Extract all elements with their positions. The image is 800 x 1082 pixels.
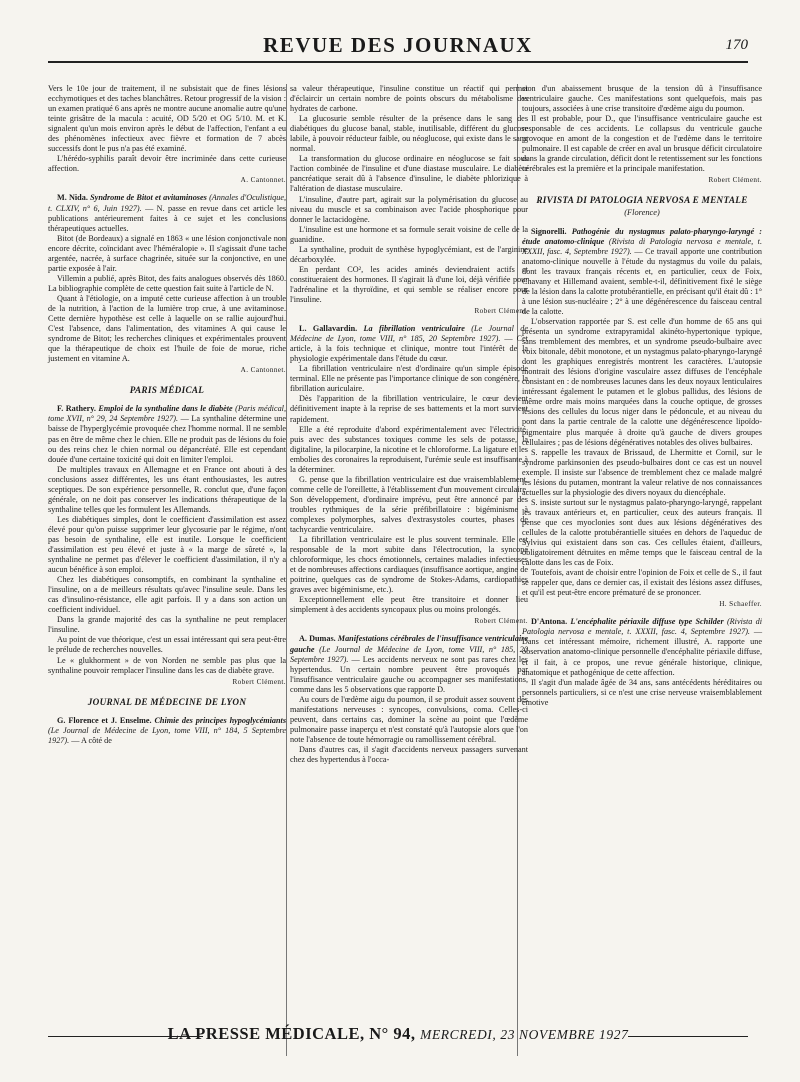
column-3 (522, 84, 762, 708)
paragraph: Toutefois, avant de choisir entre l'opinion de Foix et celle de S., il faut se rappeler que, dans ce dernier cas, il existait des lésions assez diffuses, et qu'il est peut-être encore prématuré de se prononcer. (522, 568, 762, 598)
article-abstract (48, 716, 286, 746)
paragraph: La fibrillation ventriculaire n'est d'ordinaire qu'un simple épisode terminal. Elle ne présente pas l'importance clinique de son congénère, la fibrillation auriculaire. (290, 364, 528, 394)
paragraph: Dans la grande majorité des cas la synthaline ne peut remplacer l'insuline. (48, 615, 286, 635)
article-abstract (48, 193, 286, 233)
article-source: (Rivista di Patologia nervosa e mentale, t. XXXII, fasc. 4, Septembre 1927). (522, 236, 762, 256)
article-source: (Annales d'Oculistique, t. CLXIV, n° 6, Juin 1927). (48, 193, 287, 213)
paragraph: De multiples travaux en Allemagne et en France ont abouti à des conclusions assez différentes, les uns étant enthousiastes, les autres sceptiques. De son expérience personnelle, R. conclut que, d'une façon générale, on ne doit pas conserver les indications thérapeutique de la synthaline telles que les formulent les Allemands. (48, 464, 286, 514)
section-heading: RIVISTA DI PATOLOGIA NERVOSA E MENTALE (536, 195, 748, 206)
article-title: La fibrillation ventriculaire (363, 324, 465, 334)
paragraph: Villemin a publié, après Bitot, des faits analogues observés dès 1860. La bibliographie complète de cette question fait suite à l'article de N. (48, 273, 286, 293)
signature: H. Schaeffer. (719, 600, 762, 609)
article-author: A. Dumas. (299, 634, 336, 644)
footer-journal: LA PRESSE MÉDICALE, N° 94, (167, 1024, 416, 1043)
article-source: (Paris médical, tome XVII, n° 29, 24 Septembre 1927). (48, 404, 286, 424)
paragraph: Les diabétiques simples, dont le coefficient d'assimilation est assez élevé pour qu'on puisse supprimer leur glycosurie par le régime, n'ont pas besoin de synthaline, elle est inutile. Lorsque le coefficient d'assimilation est peu élevé et juste à « la marge de sûreté », la synthaline ne permet pas d'élever le coefficient d'assimilation, il n'y a aucun bénéfice à son emploi. (48, 514, 286, 575)
article-author: Signorelli. (531, 226, 567, 236)
paragraph: Dès l'apparition de la fibrillation ventriculaire, le cœur devient définitivement inapte à la reprise de ses battements et la mort survient rapidement. (290, 394, 528, 424)
column-divider (286, 84, 287, 1056)
paragraph: Dans d'autres cas, il s'agit d'accidents nerveux passagers survenant chez des hypertendus à l'occa- (290, 745, 528, 765)
article-abstract (290, 634, 528, 694)
section-subheading: (Florence) (624, 207, 660, 217)
article-abstract (290, 324, 528, 364)
paragraph: Au cours de l'œdème aigu du poumon, il se produit assez souvent des manifestations nerveuses : syncopes, convulsions, coma. Celles-ci peuvent, dans certains cas, dominer la scène au point que l'œdème pulmonaire passe inaperçu et n'est constaté qu'à l'autopsie alors que l'on note l'absence de toute hémorragie ou ramollissement cérébral. (290, 694, 528, 744)
article-source: (Le Journal de Médecine de Lyon, tome VIII, n° 185, 20 Septembre 1927). (290, 324, 528, 344)
paragraph: L'insuline est une hormone et sa formule serait voisine de celle de la guanidine. (290, 224, 528, 244)
article-abstract (522, 617, 762, 677)
signature: Robert Clément. (708, 176, 762, 185)
paragraph: Il s'agit d'un malade âgée de 34 ans, sans antécédents héréditaires ou personnels particuliers, si ce n'est une crise nerveuse vraisemblablement émotive (522, 677, 762, 707)
article-source: (Rivista di Patologia nervosa e mentale, t. XXXII, fasc. 4, Septembre 1927). (522, 617, 762, 637)
article-title: L'encéphalite périaxile diffuse type Schilder (570, 617, 724, 627)
article-author: F. Rathery. (57, 404, 96, 414)
section-heading: JOURNAL DE MÉDECINE DE LYON (87, 696, 247, 707)
column-2 (290, 84, 528, 765)
article-author: G. Florence et J. Enselme. (57, 715, 152, 725)
paragraph: La fibrillation ventriculaire est le plus souvent terminale. Elle est responsable de la mort subite dans l'électrocution, la syncope chloroformique, les chocs émotionnels, certaines maladies infectieuses et de nombreuses affections cardiaques (insuffisance aortique, angine de poitrine, quelques cas de syndrome de Stokes-Adams, cardiopathies graves avec bigéminisme, etc.). (290, 535, 528, 595)
abstract-text: — Ce travail apporte une contribution anatomo-clinique nouvelle à l'étude du nystagmus du voile du palais, dont les travaux français récents et, en particulier, ceux de Foix, Chavany et Hillemand avaient, semble-t-il, définitivement fixé le siège de la lésion dans la calotte protubérantielle, en précisant qu'il était dû : 1° à une lésion sus-nucléaire ; 2° à une dégénérescence du faisceau central de la calotte. (522, 246, 763, 316)
footer-date: MERCREDI, 23 NOVEMBRE 1927 (420, 1027, 629, 1042)
abstract-text: — N. passe en revue dans cet article les publications antérieurement faites à ce sujet et les conclusions thérapeutiques actuelles. (48, 203, 287, 233)
abstract-text: — Les accidents nerveux ne sont pas rares chez les hypertendus. Un certain nombre peuvent être provoqués par l'insuffisance ventriculaire gauche ou accompagner ses manifestations, comme dans les 5 observations que rapporte D. (290, 654, 528, 694)
column-1 (48, 84, 286, 746)
paragraph: Exceptionnellement elle peut être transitoire et donner lieu simplement à des accidents syncopaux plus ou moins prolongés. (290, 595, 528, 615)
signature: Robert Clément. (474, 307, 528, 316)
signature: A. Cantonnet. (240, 176, 286, 185)
article-title: Pathogénie du nystagmus palato-pharyngo-laryngé : étude anatomo-clinique (522, 226, 762, 246)
footer-text (48, 1024, 748, 1044)
paragraph: Elle a été reproduite d'abord expérimentalement avec l'électricité, puis avec des substances toxiques comme les sels de potasse, la digitaline, la pilocarpine, la nicotine et le chloroforme. La ligature et les embolies des coronaires la reproduisent, l'urémie seule est insuffisante à la déterminer. (290, 424, 528, 474)
paragraph: Chez les diabétiques consomptifs, en combinant la synthaline et l'insuline, on a de meilleurs résultats qu'avec l'insuline seule. Dans les cas d'insulino-résistance, elle agit parfois. Il y a dans son action un coefficient individuel. (48, 575, 286, 615)
abstract-text: — A côté de (71, 735, 112, 745)
article-title: Emploi de la synthaline dans le diabète (98, 404, 233, 414)
paragraph: sion d'un abaissement brusque de la tension dû à l'insuffisance ventriculaire gauche. Ces manifestations sont quelquefois, mais pas toujours, associées à une crise transitoire d'œdème aigu du poumon. (522, 84, 762, 114)
paragraph: Le « glukhorment » de von Norden ne semble pas plus que la synthaline pouvoir remplacer l'insuline dans les cas de diabète grave. (48, 655, 286, 675)
paragraph: Vers le 10e jour de traitement, il ne subsistait que de fines lésions ecchymotiques et des taches blanchâtres. Retour progressif de la vision : un examen pratiqué 6 ans après ne montre aucune anomalie autre qu'une teinte grisâtre de la macula : acuité, OD 5/20 et OG 5/10. M. et K. signalent qu'un mois environ après le début de l'affection, l'enfant a eu des phénomènes infectieux avec fièvre et formation de 7 abcès successifs dont le pus n'a pas été examiné. (48, 84, 286, 154)
paragraph: L'hérédo-syphilis paraît devoir être incriminée dans cette curieuse affection. (48, 154, 286, 174)
signature: Robert Clément. (232, 677, 286, 686)
paragraph: En perdant CO², les acides aminés deviendraient actifs et constitueraient des hormones. Il s'agirait là d'une loi, déjà vérifiée pour l'adrénaline et la thyroïdine, et qui semble se réaliser encore pour l'insuline. (290, 264, 528, 304)
paragraph: La transformation du glucose ordinaire en néoglucose se fait sous l'action combinée de l'insuline et d'une diastase musculaire. Le diabète pancréatique serait dû à l'absence d'insuline, le diabète phlorizique à l'altération de diastase musculaire. (290, 154, 528, 194)
signature: A. Cantonnet. (240, 366, 286, 375)
paragraph: La synthaline, produit de synthèse hypoglycémiant, est de l'arginine décarboxylée. (290, 244, 528, 264)
article-source: (Le Journal de Médecine de Lyon, tome VIII, n° 185, 20 Septembre 1927). (290, 644, 528, 664)
article-title: Manifestations cérébrales de l'insuffisance ventriculaire gauche (290, 634, 529, 654)
paragraph: S. rappelle les travaux de Brissaud, de Lhermitte et Cornil, sur le syndrome parkinsonien des pseudo-bulbaires dont ce cas est un nouvel exemple. Il insiste sur l'absence de tremblement chez ce malade malgré les lésions du putamen, montrant la valeur relative de nos connaissances actuelles sur la physiologie des divers noyaux du diencéphale. (522, 447, 762, 497)
paragraph: sa valeur thérapeutique, l'insuline constitue un réactif qui permet d'éclaircir un certain nombre de points obscurs du métabolisme des hydrates de carbone. (290, 84, 528, 114)
paragraph: Il est probable, pour D., que l'insuffisance ventriculaire gauche est responsable de ces accidents. Le collapsus du ventricule gauche provoque en amont de la congestion et de l'œdème dans le territoire pulmonaire. Il est capable de créer en aval un brusque déficit circulatoire dans la grande circulation, déficit dont le retentissement sur les fonctions cérébrales est la première et la principale manifestation. (522, 114, 762, 174)
article-author: L. Gallavardin. (299, 324, 358, 334)
article-abstract (48, 404, 286, 464)
paragraph: Au point de vue théorique, c'est un essai intéressant qui sera peut-être le prélude de recherches nouvelles. (48, 635, 286, 655)
article-author: D'Antona. (531, 617, 568, 627)
paragraph: S. insiste surtout sur le nystagmus palato-pharyngo-laryngé, rappelant les travaux antérieurs et, en particulier, ceux des auteurs français. Il pense que ces myoclonies sont dues aux lésions dégénératives des cellules de la calotte protubérantielle situées en dehors de l'aqueduc de Sylvius qui existaient dans son cas. Ces cellules étaient, d'ailleurs, obligatoirement détruites en même temps que le faisceau central de la calotte dans les cas de Foix. (522, 497, 762, 568)
paragraph: L'observation rapportée par S. est celle d'un homme de 65 ans qui présenta un syndrome extrapyramidal akinéto-hypertonique typique, sans tremblement des membres, et un syndrome pseudo-bulbaire avec voix bitonale, débit monotone, et un nystagmus palato-pharyngo-laryngé dont les graphiques enregistrés montrent les caractères. L'autopsie montrait des lésions d'origine vasculaire assez diffuses de l'encéphale consistant en : de nombreuses lacunes dans les deux noyaux lenticulaires intéressant également le putamen et le globus pallidus, des lésions de même ordre mais moins marquées dans la couche optique, de grosses lésions des cellules du locus niger dans le pédoncule, et au niveau du pont dans la partie centrale de la calotte une dégénérescence lipoïdo-pigmentaire plus marquée à droite qu'à gauche de divers groupes cellulaires ; pas de lésions dégénératives notables des olives bulbaires. (522, 316, 762, 447)
article-author: M. Nida. (57, 193, 88, 203)
paragraph: L'insuline, d'autre part, agirait sur la polymérisation du glucose au niveau du muscle et sa combinaison avec l'acide phosphorique pour donner le lactacidogène. (290, 194, 528, 224)
header-rule (48, 61, 748, 63)
running-title: REVUE DES JOURNAUX (263, 33, 533, 57)
page-header (48, 30, 748, 64)
paragraph: Quant à l'étiologie, on a imputé cette curieuse affection à un trouble de la nutrition, à l'action de la lumière trop crue, à une avitaminose. Cette dernière hypothèse est celle à laquelle on se rallie aujourd'hui. C'est l'absence, dans l'alimentation, des vitamines A qui cause le syndrome de Bitot; les recherches cliniques et expérimentales prouvent que la thérapeutique de choix est l'huile de foie de morue, riche justement en vitamine A. (48, 293, 286, 364)
abstract-text: — Dans cet intéressant mémoire, richement illustré, A. rapporte une observation anatomo-clinique personnelle d'encéphalite périaxile diffuse, et il fait, à ce propos, une revue générale historique, clinique, anatomique et pathogénique de cette affection. (522, 627, 762, 677)
paragraph: La glucosurie semble résulter de la présence dans le sang des diabétiques du glucose banal, stable, inutilisable, différent du glucose labile, à pouvoir réducteur faible, ou néoglucose, qui existe dans le sang normal. (290, 114, 528, 154)
page-number: 170 (725, 37, 748, 53)
article-title: Syndrome de Bitot et avitaminoses (90, 193, 207, 203)
section-heading: PARIS MÉDICAL (129, 385, 205, 396)
abstract-text: — La synthaline détermine une baisse de l'hyperglycémie provoquée chez l'homme normal. Il ne semble pas en être de même chez le chien. Elle ne produit pas de lésions du foie ou des reins chez le chien normal ou dépancréaté. Elle est cependant douée d'une certaine toxicité qui doit en limiter l'emploi. (48, 414, 286, 464)
paragraph: Bitot (de Bordeaux) a signalé en 1863 « une lésion conjonctivale non encore décrite, coïncidant avec l'héméralopie ». Il s'agissait d'une tache argentée, nacrée, à surface chagrinée, située sur la conjonctive, en une partie exposée à l'air. (48, 233, 286, 273)
signature: Robert Clément. (474, 617, 528, 626)
abstract-text: — Cet article, à la fois technique et clinique, montre tout l'intérêt de la physiologie expérimentale dans l'étude du cœur. (290, 334, 529, 364)
paragraph: G. pense que la fibrillation ventriculaire est due vraisemblablement, comme celle de l'oreillette, à l'établissement d'un mouvement circulaire. Son développement, d'ordinaire imprévu, peut être annoncé par des troubles rythmiques de la série préfibrillatoire : bigéminisme à complexes polymorphes, salves d'extrasystoles courtes, phases de tachycardie ventriculaire. (290, 474, 528, 535)
article-source: (Le Journal de Médecine de Lyon, tome VIII, n° 184, 5 Septembre 1927). (48, 725, 286, 745)
article-title: Chimie des principes hypoglycémiants (154, 715, 286, 725)
page-footer (48, 1024, 748, 1052)
article-abstract (522, 227, 762, 317)
